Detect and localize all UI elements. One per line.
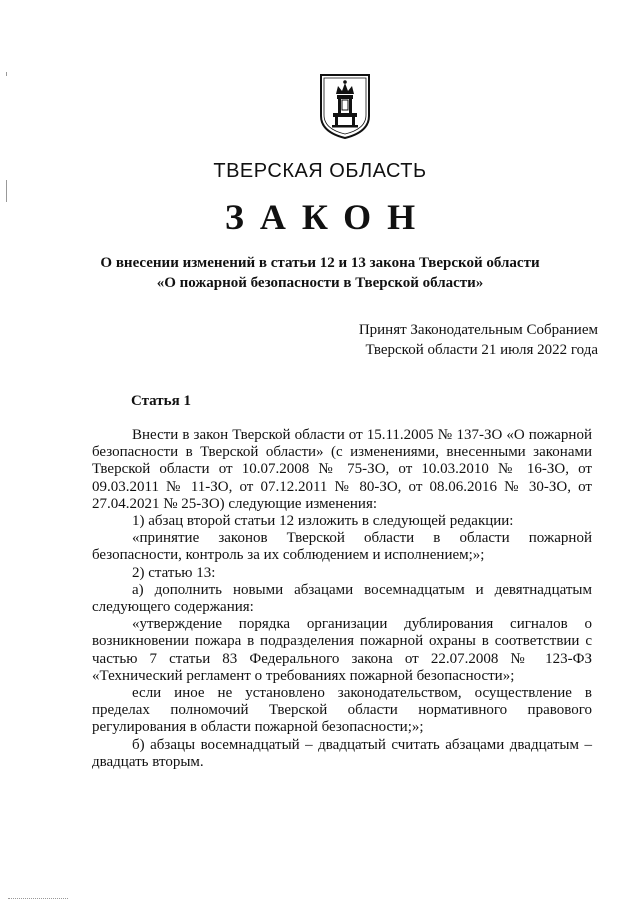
article-paragraph: б) абзацы восемнадцатый – двадцатый считать абзацами двадцатым – двадцать вторым. xyxy=(92,736,592,770)
adoption-note-line: Тверской области 21 июля 2022 года xyxy=(365,342,598,358)
article-paragraph: 1) абзац второй статьи 12 изложить в следующей редакции: xyxy=(132,513,514,530)
article-heading: Статья 1 xyxy=(131,393,191,409)
margin-mark xyxy=(6,72,7,76)
document-title-line: О внесении изменений в статьи 12 и 13 закона Тверской области xyxy=(100,255,540,271)
article-paragraph: а) дополнить новыми абзацами восемнадцатым и девятнадцатым следующего содержания: xyxy=(92,581,592,616)
document-title-line: «О пожарной безопасности в Тверской области» xyxy=(156,275,484,291)
footer-mark xyxy=(8,898,68,900)
document-type: ЗАКОН xyxy=(224,197,432,237)
adoption-note xyxy=(359,320,598,360)
region-name: ТВЕРСКАЯ ОБЛАСТЬ xyxy=(213,160,427,182)
article-paragraph: если иное не установлено законодательством, осуществление в пределах полномочий Тверской области нормативного правового регулирования в области пожарной безопасности;»; xyxy=(92,685,592,736)
article-paragraph: «принятие законов Тверской области в области пожарной безопасности, контроль за их соблюдением и исполнением;»; xyxy=(92,530,592,564)
article-body xyxy=(92,427,592,771)
article-paragraph: 2) статью 13: xyxy=(132,564,216,581)
coat-of-arms-icon xyxy=(318,72,372,140)
document-title xyxy=(60,253,580,293)
article-paragraph: Внести в закон Тверской области от 15.11.2005 № 137-ЗО «О пожарной безопасности в Тверской области» (с изменениями, внесенными законами Тверской области от 10.07.2008 № 75-ЗО, от 10.03.2010 № 16-ЗО, от 09.03.2011 № 11-ЗО, от 07.12.2011 № 80-ЗО, от 08.06.2016 № 30-ЗО, от 27.04.2021 № 25-ЗО) следующие изменения: xyxy=(92,427,592,512)
article-paragraph: «утверждение порядка организации дублирования сигналов о возникновении пожара в подразделения пожарной охраны в соответствии с частью 7 статьи 83 Федерального закона от 22.07.2008 № 123-ФЗ «Технический регламент о требованиях пожарной безопасности»; xyxy=(92,616,592,684)
adoption-note-line: Принят Законодательным Собранием xyxy=(358,322,598,338)
